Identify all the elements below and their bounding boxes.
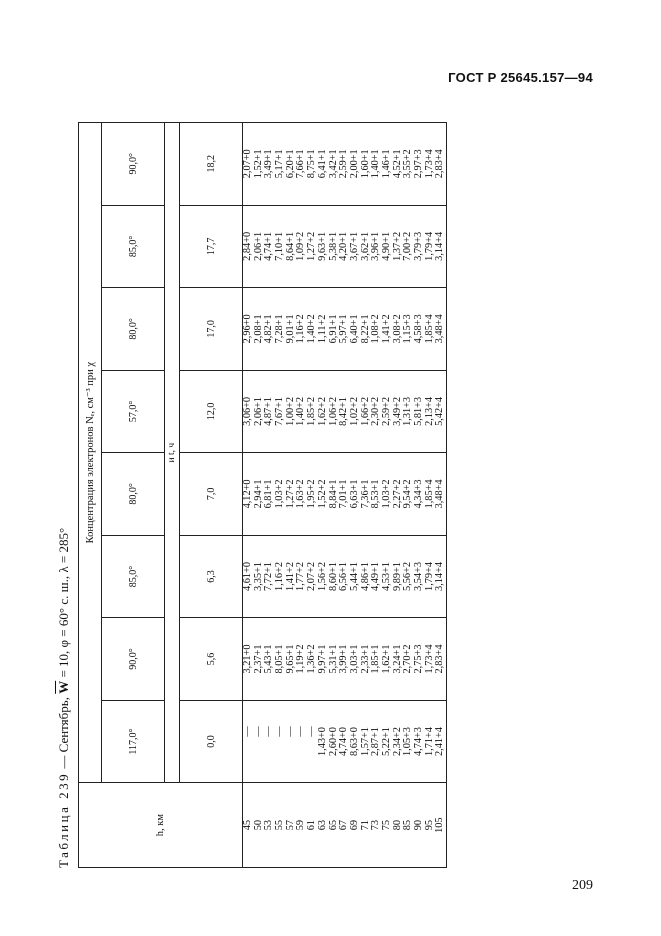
height-values [243, 783, 447, 868]
main-header: Концентрация электронов Nₑ, см⁻³ при χ [79, 123, 102, 783]
concentration-value: 1,36+2 [306, 644, 318, 674]
concentration-value: 8,75+1 [306, 149, 318, 179]
concentration-value: 2,70+2 [402, 644, 414, 674]
concentration-value: 2,96+0 [242, 314, 253, 344]
concentration-value: 3,48+4 [434, 314, 446, 344]
angle-header: 80,0° [102, 453, 165, 536]
concentration-value: 1,37+2 [391, 231, 403, 261]
concentration-value: 1,62+1 [380, 644, 392, 674]
concentration-column [243, 288, 447, 371]
height-value: 65 [327, 820, 339, 831]
concentration-value: 3,96+1 [370, 231, 382, 261]
concentration-value: 1,05+3 [402, 727, 414, 757]
height-value: 63 [316, 820, 328, 831]
concentration-value: 1,46+1 [380, 149, 392, 179]
concentration-value: 8,64+1 [284, 231, 296, 261]
concentration-value: 1,40+2 [295, 396, 307, 426]
concentration-column [243, 535, 447, 618]
time-header: 17,7 [180, 205, 243, 288]
concentration-value: 4,49+1 [370, 561, 382, 591]
concentration-value: 3,24+1 [391, 644, 403, 674]
concentration-value: 2,27+2 [391, 479, 403, 509]
concentration-value: 2,30+2 [370, 396, 382, 426]
concentration-value: 5,43+1 [263, 644, 275, 674]
concentration-value: 1,40+1 [370, 149, 382, 179]
time-header: 18,2 [180, 123, 243, 206]
concentration-value: 1,00+2 [284, 396, 296, 426]
concentration-value: 3,03+1 [348, 644, 360, 674]
rotated-table-region [50, 108, 661, 868]
concentration-value: — [306, 726, 318, 737]
concentration-value: 4,58+3 [413, 314, 424, 344]
concentration-value: 2,84+0 [242, 231, 253, 261]
concentration-value: 6,40+1 [348, 314, 360, 344]
concentration-value: 1,79+4 [423, 561, 435, 591]
time-row [180, 123, 243, 868]
table-caption [56, 108, 72, 868]
concentration-value: 4,52+1 [391, 149, 403, 179]
h-label: h, км [155, 814, 166, 837]
concentration-value: — [252, 726, 264, 737]
height-value: 69 [348, 820, 360, 831]
concentration-value: 1,27+2 [284, 479, 296, 509]
concentration-value: 6,20+1 [284, 149, 296, 179]
concentration-value: 9,54+2 [402, 479, 414, 509]
concentration-value: — [295, 726, 307, 737]
concentration-value: 1,41+2 [284, 561, 296, 591]
concentration-value: 1,27+2 [306, 231, 318, 261]
concentration-value: 2,08+1 [252, 314, 264, 344]
concentration-value: 7,28+1 [274, 314, 286, 344]
concentration-value: 1,57+1 [359, 727, 371, 757]
concentration-value: 3,14+4 [434, 561, 446, 591]
angle-header: 90,0° [102, 123, 165, 206]
concentration-value: 2,83+4 [434, 149, 446, 179]
height-value: 55 [274, 820, 286, 831]
concentration-value: 7,36+1 [359, 479, 371, 509]
concentration-column [243, 205, 447, 288]
page-header: ГОСТ Р 25645.157—94 [448, 70, 593, 85]
height-value: 59 [295, 820, 307, 831]
concentration-value: 1,66+2 [359, 396, 371, 426]
concentration-value: 1,62+2 [316, 396, 328, 426]
concentration-value: 7,01+1 [338, 479, 350, 509]
concentration-value: 1,40+2 [306, 314, 318, 344]
concentration-value: 3,55+2 [402, 149, 414, 179]
concentration-value: 8,84+1 [327, 479, 339, 509]
concentration-value: 1,16+2 [274, 561, 286, 591]
concentration-value: 1,08+2 [370, 314, 382, 344]
h-column-header [79, 783, 243, 868]
concentration-value: 9,89+1 [391, 561, 403, 591]
concentration-value: 3,21+0 [242, 644, 253, 674]
concentration-value: 2,94+1 [252, 479, 264, 509]
concentration-value: 4,34+3 [413, 479, 424, 509]
caption-text: — Сентябрь, [56, 693, 71, 772]
concentration-value: — [242, 726, 253, 737]
concentration-value: 1,73+4 [423, 149, 435, 179]
concentration-value: 1,85+4 [423, 314, 435, 344]
concentration-value: 4,90+1 [380, 231, 392, 261]
time-header: 0,0 [180, 700, 243, 783]
caption-rest: = 10, φ = 60° с. ш., λ = 285° [56, 527, 71, 681]
concentration-value: 2,37+1 [252, 644, 264, 674]
concentration-value: 2,59+1 [338, 149, 350, 179]
concentration-value: 8,63+0 [348, 727, 360, 757]
concentration-value: 1,60+1 [359, 149, 371, 179]
angle-header: 85,0° [102, 205, 165, 288]
concentration-value: 1,73+4 [423, 644, 435, 674]
concentration-value: 1,85+2 [306, 396, 318, 426]
concentration-value: 2,00+1 [348, 149, 360, 179]
height-value: 105 [434, 817, 446, 833]
height-value: 80 [391, 820, 403, 831]
concentration-value: 2,13+4 [423, 396, 435, 426]
concentration-value: 6,63+1 [348, 479, 360, 509]
concentration-value: 7,00+2 [402, 231, 414, 261]
height-value: 95 [423, 820, 435, 831]
concentration-value: 8,53+1 [370, 479, 382, 509]
concentration-value: 3,67+1 [348, 231, 360, 261]
concentration-value: 4,61+0 [242, 561, 253, 591]
concentration-value: 1,09+2 [295, 231, 307, 261]
concentration-value: 4,87+1 [263, 396, 275, 426]
concentration-value: 1,79+4 [423, 231, 435, 261]
concentration-value: 5,44+1 [348, 561, 360, 591]
concentration-value: 4,82+1 [263, 314, 275, 344]
angle-header: 117,0° [102, 700, 165, 783]
concentration-value: 9,63+1 [316, 231, 328, 261]
height-value: 50 [252, 820, 264, 831]
concentration-value: 3,49+1 [263, 149, 275, 179]
concentration-value: 1,15+3 [402, 314, 414, 344]
concentration-value: 4,12+0 [242, 479, 253, 509]
concentration-value: 5,22+1 [380, 727, 392, 757]
height-value: 67 [338, 820, 350, 831]
concentration-value: 7,10+1 [274, 231, 286, 261]
concentration-column [243, 700, 447, 783]
concentration-value: 8,60+1 [327, 561, 339, 591]
page-number: 209 [572, 878, 593, 893]
concentration-value: 1,56+2 [316, 561, 328, 591]
concentration-value: 8,05+1 [274, 644, 286, 674]
concentration-value: 5,31+1 [327, 644, 339, 674]
concentration-column [243, 618, 447, 701]
concentration-value: 8,42+1 [338, 396, 350, 426]
concentration-value: 6,56+1 [338, 561, 350, 591]
concentration-value: — [284, 726, 296, 737]
concentration-value: 1,03+2 [274, 479, 286, 509]
concentration-value: 4,86+1 [359, 561, 371, 591]
concentration-value: 3,49+2 [391, 396, 403, 426]
time-header: 6,3 [180, 535, 243, 618]
electron-concentration-table [78, 122, 447, 868]
concentration-value: 2,07+0 [242, 149, 253, 179]
caption-label: Таблица 239 [56, 771, 71, 868]
time-header: 5,6 [180, 618, 243, 701]
height-value: 73 [370, 820, 382, 831]
concentration-value: 2,60+0 [327, 727, 339, 757]
angle-header: 57,0° [102, 370, 165, 453]
concentration-value: 3,99+1 [338, 644, 350, 674]
concentration-value: 8,22+1 [359, 314, 371, 344]
concentration-value: 3,14+4 [434, 231, 446, 261]
concentration-value: 1,16+2 [295, 314, 307, 344]
angle-header: 90,0° [102, 618, 165, 701]
concentration-value: 1,85+1 [370, 644, 382, 674]
concentration-value: 4,74+1 [263, 231, 275, 261]
concentration-value: 1,52+1 [252, 149, 264, 179]
concentration-value: 3,79+3 [413, 231, 424, 261]
concentration-value: 1,06+2 [327, 396, 339, 426]
concentration-value: 1,52+2 [316, 479, 328, 509]
concentration-value: 1,41+2 [380, 314, 392, 344]
concentration-value: 5,17+1 [274, 149, 286, 179]
concentration-value: 7,67+1 [274, 396, 286, 426]
concentration-value: 9,65+1 [284, 644, 296, 674]
concentration-value: 5,97+1 [338, 314, 350, 344]
height-value: 45 [242, 820, 253, 831]
concentration-value: 2,83+4 [434, 644, 446, 674]
concentration-value: 2,06+1 [252, 231, 264, 261]
concentration-value: 2,75+3 [413, 644, 424, 674]
concentration-value: 2,06+1 [252, 396, 264, 426]
height-value: 61 [306, 820, 318, 831]
concentration-value: 1,11+2 [316, 314, 328, 344]
concentration-value: 1,63+2 [295, 479, 307, 509]
concentration-value: 2,97+3 [413, 149, 424, 179]
time-header: 12,0 [180, 370, 243, 453]
angle-header: 80,0° [102, 288, 165, 371]
concentration-value: — [263, 726, 275, 737]
height-value: 57 [284, 820, 296, 831]
concentration-value: 3,62+1 [359, 231, 371, 261]
concentration-value: 7,66+1 [295, 149, 307, 179]
concentration-value: — [274, 726, 286, 737]
concentration-value: 6,91+1 [327, 314, 339, 344]
concentration-value: 3,54+3 [413, 561, 424, 591]
height-value: 53 [263, 820, 275, 831]
concentration-value: 2,33+1 [359, 644, 371, 674]
concentration-value: 6,41+1 [316, 149, 328, 179]
concentration-value: 4,74+3 [413, 727, 424, 757]
concentration-value: 2,41+4 [434, 727, 446, 757]
concentration-value: 2,34+2 [391, 727, 403, 757]
height-value: 90 [413, 820, 424, 831]
concentration-value: 3,35+1 [252, 561, 264, 591]
concentration-value: 3,08+2 [391, 314, 403, 344]
concentration-column [243, 123, 447, 206]
time-header: 7,0 [180, 453, 243, 536]
concentration-value: 4,20+1 [338, 231, 350, 261]
concentration-value: 5,56+2 [402, 561, 414, 591]
concentration-value: 1,19+2 [295, 644, 307, 674]
angle-header: 85,0° [102, 535, 165, 618]
concentration-value: 1,31+3 [402, 396, 414, 426]
concentration-value: 1,02+2 [348, 396, 360, 426]
concentration-value: 1,71+4 [423, 727, 435, 757]
concentration-column [243, 370, 447, 453]
concentration-value: 3,48+4 [434, 479, 446, 509]
concentration-value: 9,97+1 [316, 644, 328, 674]
angle-row [102, 123, 165, 868]
concentration-value: 4,53+1 [380, 561, 392, 591]
concentration-value: 2,59+2 [380, 396, 392, 426]
height-value: 75 [380, 820, 392, 831]
concentration-value: 3,42+1 [327, 149, 339, 179]
concentration-value: 4,74+0 [338, 727, 350, 757]
t-label: и t, ч [165, 123, 180, 783]
concentration-value: 3,06+0 [242, 396, 253, 426]
concentration-value: 7,72+1 [263, 561, 275, 591]
rotated-table-content [50, 108, 610, 868]
time-header: 17,0 [180, 288, 243, 371]
height-value: 85 [402, 820, 414, 831]
concentration-value: 6,81+1 [263, 479, 275, 509]
table-body-row [243, 123, 447, 868]
caption-w-symbol: $\overline{W}$ [56, 680, 71, 694]
concentration-value: 1,77+2 [295, 561, 307, 591]
concentration-value: 1,85+4 [423, 479, 435, 509]
concentration-value: 1,03+2 [380, 479, 392, 509]
height-value: 71 [359, 820, 371, 831]
concentration-value: 5,38+1 [327, 231, 339, 261]
concentration-value: 9,01+1 [284, 314, 296, 344]
concentration-value: 1,95+2 [306, 479, 318, 509]
concentration-value: 1,43+0 [316, 727, 328, 757]
concentration-value: 5,81+3 [413, 396, 424, 426]
concentration-column [243, 453, 447, 536]
concentration-value: 2,07+2 [306, 561, 318, 591]
concentration-value: 5,42+4 [434, 396, 446, 426]
concentration-value: 2,87+1 [370, 727, 382, 757]
